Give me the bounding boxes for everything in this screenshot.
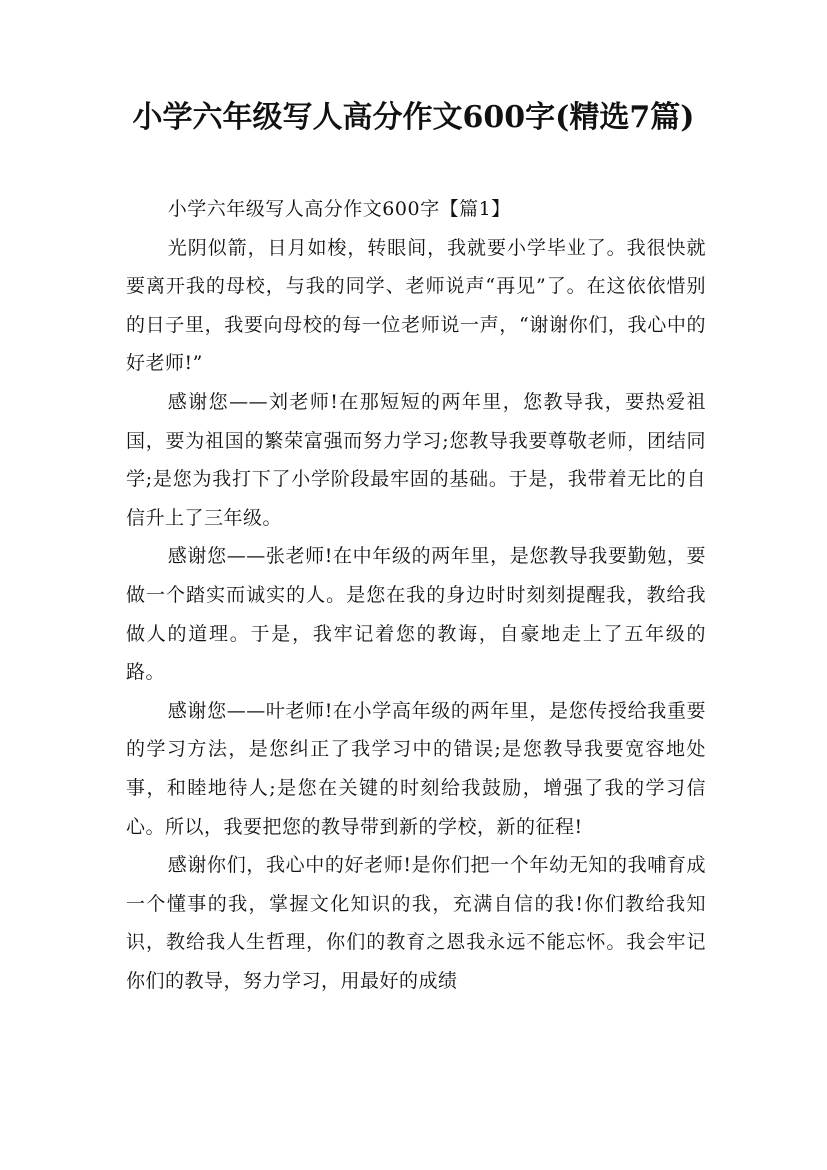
document-title: 小学六年级写人高分作文600字(精选7篇): [132, 100, 695, 135]
paragraph-thanks-all: 感谢你们，我心中的好老师!是你们把一个年幼无知的我哺育成一个懂事的我，掌握文化知识的我，充满自信的我!你们教给我知识，教给我人生哲理，你们的教育之恩我永远不能忘怀。我会牢记你们的教导，努力学习，用最好的成绩: [126, 854, 706, 992]
paragraph-teacher-ye: 感谢您——叶老师!在小学高年级的两年里，是您传授给我重要的学习方法，是您纠正了我学习中的错误;是您教导我要宽容地处事，和睦地待人;是您在关键的时刻给我鼓励，增强了我的学习信心。所以，我要把您的教导带到新的学校，新的征程!: [126, 699, 706, 838]
section-heading: 小学六年级写人高分作文600字【篇1】: [167, 198, 511, 220]
paragraph-teacher-liu: 感谢您——刘老师!在那短短的两年里，您教导我，要热爱祖国，要为祖国的繁荣富强而努力学习;您教导我要尊敬老师，团结同学;是您为我打下了小学阶段最牢固的基础。于是，我带着无比的自信升上了三年级。: [126, 390, 706, 529]
paragraph-intro: 光阴似箭，日月如梭，转眼间，我就要小学毕业了。我很快就要离开我的母校，与我的同学、老师说声“再见”了。在这依依惜别的日子里，我要向母校的每一位老师说一声，“谢谢你们，我心中的好老师!”: [126, 236, 706, 375]
document-body: [126, 190, 706, 1000]
paragraph-teacher-zhang: 感谢您——张老师!在中年级的两年里，是您教导我要勤勉，要做一个踏实而诚实的人。是您在我的身边时时刻刻提醒我，教给我做人的道理。于是，我牢记着您的教诲，自豪地走上了五年级的路。: [126, 545, 706, 684]
